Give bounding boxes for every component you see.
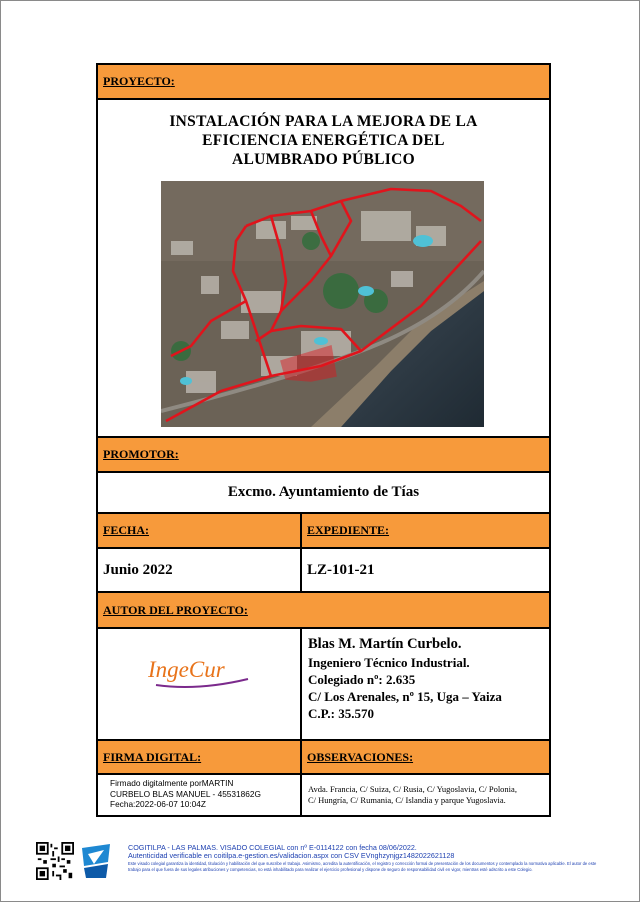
author-info: [301, 628, 550, 740]
file-label: EXPEDIENTE: [307, 523, 386, 537]
author-name: Blas M. Martín Curbelo.: [308, 636, 462, 652]
author-postal: C.P.: 35.570: [308, 706, 374, 721]
signature-header: FIRMA DIGITAL :: [97, 740, 301, 774]
signature-line-1: Firmado digitalmente porMARTIN: [110, 778, 234, 788]
project-header: PROYECTO :: [97, 64, 550, 99]
cover-sheet: [96, 63, 551, 817]
author-colegiado: Colegiado nº: 2.635: [308, 672, 416, 687]
promoter-header: PROMOTOR :: [97, 437, 550, 472]
date-value: Junio 2022: [97, 548, 301, 592]
file-value: LZ-101-21: [301, 548, 550, 592]
signature-line-2: CURBELO BLAS MANUEL - 45531862G: [110, 788, 261, 799]
visa-footer: [36, 842, 596, 890]
visa-text: [128, 844, 608, 872]
project-title-line-3: ALUMBRADO PÚBLICO: [232, 151, 415, 168]
ingecur-logo: [148, 651, 258, 691]
ingecur-logo-text: IngeCur: [148, 657, 225, 682]
observations-line-2: C/ Hungría, C/ Rumania, C/ Islandia y parque Yugoslavia.: [308, 795, 506, 805]
digital-signature: [97, 774, 301, 816]
promoter-name: Excmo. Ayuntamiento de Tías: [97, 472, 550, 513]
signature-line-3: Fecha:2022-06-07 10:04Z: [110, 799, 206, 809]
observations-line-1: Avda. Francia, C/ Suiza, C/ Rusia, C/ Yugoslavia, C/ Polonia,: [308, 784, 517, 794]
project-label: PROYECTO: [103, 74, 171, 88]
observations-text: [301, 774, 550, 816]
author-title: Ingeniero Técnico Industrial.: [308, 655, 470, 670]
signature-label: FIRMA DIGITAL: [103, 749, 198, 764]
aerial-site-map: [161, 181, 484, 427]
promoter-label: PROMOTOR: [103, 447, 175, 461]
visa-disclaimer: Este visado colegial garantiza la identidad, titulación y habilitación del que suscribe el trabajo. Asimismo, acredita la autentificación, el registro y corrección formal de presentación de los documentos y contemplado la normativa aplicable. El autor de este trabajo para el que fuera de sus legales atribuciones y competencias, no está inhabilitado para realizar el ejercicio profesional y dispone de seguro de responsabilidad civil en vigor, mientras esté adscrito a este Colegio.: [128, 861, 597, 872]
observations-header: OBSERVACIONES :: [301, 740, 550, 774]
qr-code-icon: [36, 842, 74, 880]
date-label: FECHA: [103, 523, 145, 537]
cogitilpa-emblem-icon: [80, 842, 112, 880]
project-body: [97, 99, 550, 437]
author-header: AUTOR DEL PROYECTO :: [97, 592, 550, 628]
author-address: C/ Los Arenales, nº 15, Uga – Yaiza: [308, 689, 502, 704]
project-title-line-2: EFICIENCIA ENERGÉTICA DEL: [202, 132, 445, 149]
file-header: EXPEDIENTE :: [301, 513, 550, 548]
author-label: AUTOR DEL PROYECTO: [103, 602, 244, 617]
project-title: [98, 112, 549, 169]
project-title-line-1: INSTALACIÓN PARA LA MEJORA DE LA: [169, 113, 478, 130]
date-header: FECHA :: [97, 513, 301, 548]
observations-label: OBSERVACIONES: [307, 749, 410, 764]
author-logo-cell: [97, 628, 301, 740]
visa-line-2: Autenticidad verificable en coitilpa.e-gestion.es/validacion.aspx con CSV EVnghzynjgz1482022621128: [128, 851, 455, 861]
visa-line-1: COGITILPA - LAS PALMAS. VISADO COLEGIAL con nº E-0114122 con fecha 08/06/2022.: [128, 843, 417, 852]
